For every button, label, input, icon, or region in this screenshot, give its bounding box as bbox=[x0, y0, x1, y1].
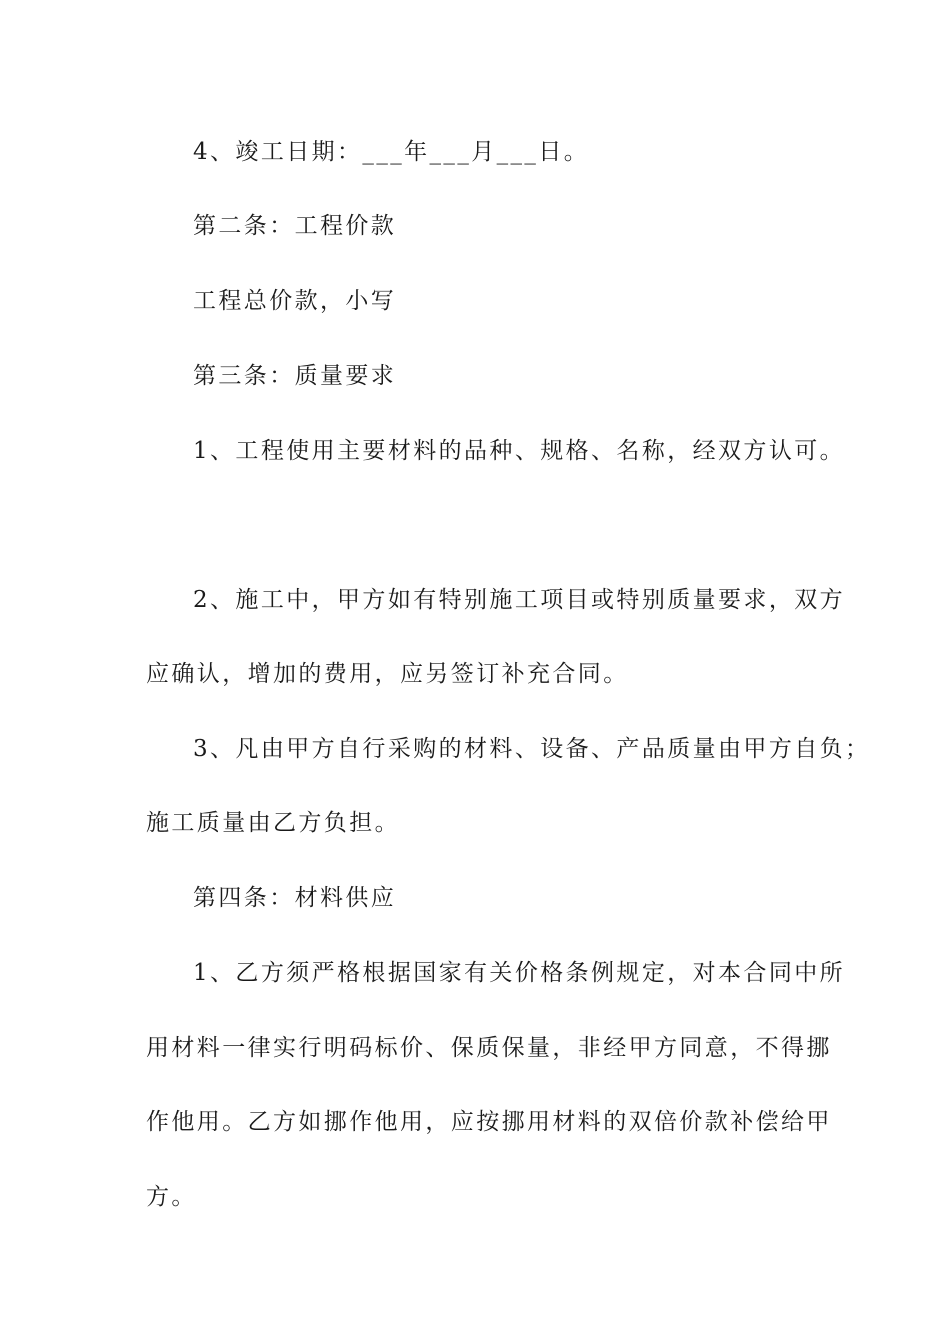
supply-item-1-line-4: 方。 bbox=[146, 1184, 197, 1210]
supply-item-1-line-1: 1、乙方须严格根据国家有关价格条例规定，对本合同中所 bbox=[193, 960, 846, 986]
supply-item-1-line-2: 用材料一律实行明码标价、保质保量，非经甲方同意，不得挪 bbox=[146, 1035, 832, 1061]
quality-item-3-line-2: 施工质量由乙方负担。 bbox=[146, 810, 400, 836]
supply-item-1-line-3: 作他用。乙方如挪作他用，应按挪用材料的双倍价款补偿给甲 bbox=[146, 1109, 832, 1135]
completion-date-line: 4、竣工日期：___年___月___日。 bbox=[193, 139, 590, 165]
article-2-heading: 第二条：工程价款 bbox=[193, 213, 397, 239]
quality-item-2-line-1: 2、施工中，甲方如有特别施工项目或特别质量要求，双方 bbox=[193, 587, 846, 613]
article-3-heading: 第三条：质量要求 bbox=[193, 363, 397, 389]
quality-item-1: 1、工程使用主要材料的品种、规格、名称，经双方认可。 bbox=[193, 438, 846, 464]
quality-item-2-line-2: 应确认，增加的费用，应另签订补充合同。 bbox=[146, 661, 629, 687]
total-price-line: 工程总价款，小写 bbox=[193, 288, 397, 314]
quality-item-3-line-1: 3、凡由甲方自行采购的材料、设备、产品质量由甲方自负； bbox=[193, 736, 871, 762]
article-4-heading: 第四条：材料供应 bbox=[193, 885, 397, 911]
